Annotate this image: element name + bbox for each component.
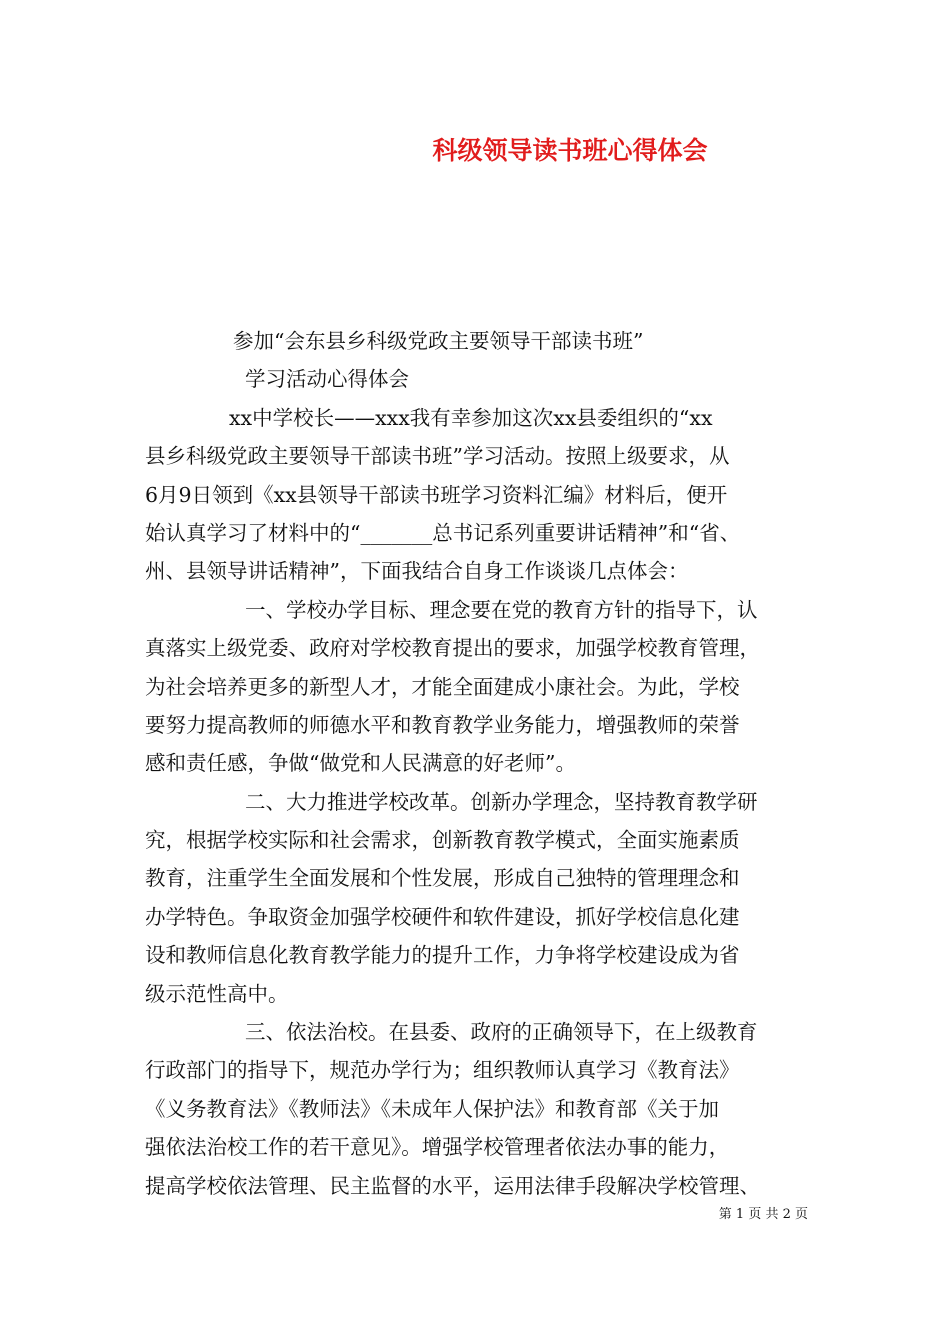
paragraph-line: 始认真学习了材料中的“_______总书记系列重要讲话精神”和“省、 (145, 520, 741, 545)
paragraph-line: 提高学校依法管理、民主监督的水平，运用法律手段解决学校管理、 (145, 1173, 760, 1198)
paragraph-line: 行政部门的指导下，规范办学行为；组织教师认真学习《教育法》 (145, 1058, 740, 1083)
paragraph-line: 州、县领导讲话精神”，下面我结合自身工作谈谈几点体会： (145, 559, 689, 584)
point-two-paragraph (145, 783, 813, 1013)
paragraph-line: 办学特色。争取资金加强学校硬件和软件建设，抓好学校信息化建 (145, 904, 740, 929)
paragraph-line: xx中学校长——xxx我有幸参加这次xx县委组织的“xx (229, 405, 713, 430)
paragraph-line: 设和教师信息化教育教学能力的提升工作，力争将学校建设成为省 (145, 943, 740, 968)
page-number-footer: 第 1 页 共 2 页 (718, 1207, 808, 1222)
document-title: 科级领导读书班心得体会 (432, 136, 708, 165)
paragraph-line: 感和责任感，争做“做党和人民满意的好老师”。 (145, 751, 576, 776)
paragraph-line: 二、大力推进学校改革。创新办学理念，坚持教育教学研 (245, 789, 758, 814)
paragraph-line: 真落实上级党委、政府对学校教育提出的要求，加强学校教育管理， (145, 636, 760, 661)
subtitle-line-1: 参加“会东县乡科级党政主要领导干部读书班” (233, 329, 644, 353)
paragraph-line: 三、依法治校。在县委、政府的正确领导下，在上级教育 (245, 1020, 758, 1045)
intro-paragraph (145, 399, 813, 591)
paragraph-line: 要努力提高教师的师德水平和教育教学业务能力，增强教师的荣誉 (145, 712, 740, 737)
paragraph-line: 6月9日领到《xx县领导干部读书班学习资料汇编》材料后，便开 (145, 482, 728, 507)
document-body (145, 322, 813, 1205)
paragraph-line: 强依法治校工作的若干意见》。增强学校管理者依法办事的能力， (145, 1135, 730, 1160)
paragraph-line: 教育，注重学生全面发展和个性发展，形成自己独特的管理理念和 (145, 866, 740, 891)
point-one-paragraph (145, 591, 813, 783)
point-three-paragraph (145, 1013, 813, 1205)
paragraph-line: 级示范性高中。 (145, 981, 289, 1006)
subtitle-line-2: 学习活动心得体会 (245, 367, 409, 392)
paragraph-line: 县乡科级党政主要领导干部读书班”学习活动。按照上级要求，从 (145, 444, 730, 469)
paragraph-line: 《义务教育法》《教师法》《未成年人保护法》和教育部《关于加 (145, 1096, 719, 1121)
paragraph-line: 一、学校办学目标、理念要在党的教育方针的指导下，认 (245, 597, 758, 622)
paragraph-line: 为社会培养更多的新型人才，才能全面建成小康社会。为此，学校 (145, 674, 740, 699)
paragraph-line: 究，根据学校实际和社会需求，创新教育教学模式，全面实施素质 (145, 828, 740, 853)
